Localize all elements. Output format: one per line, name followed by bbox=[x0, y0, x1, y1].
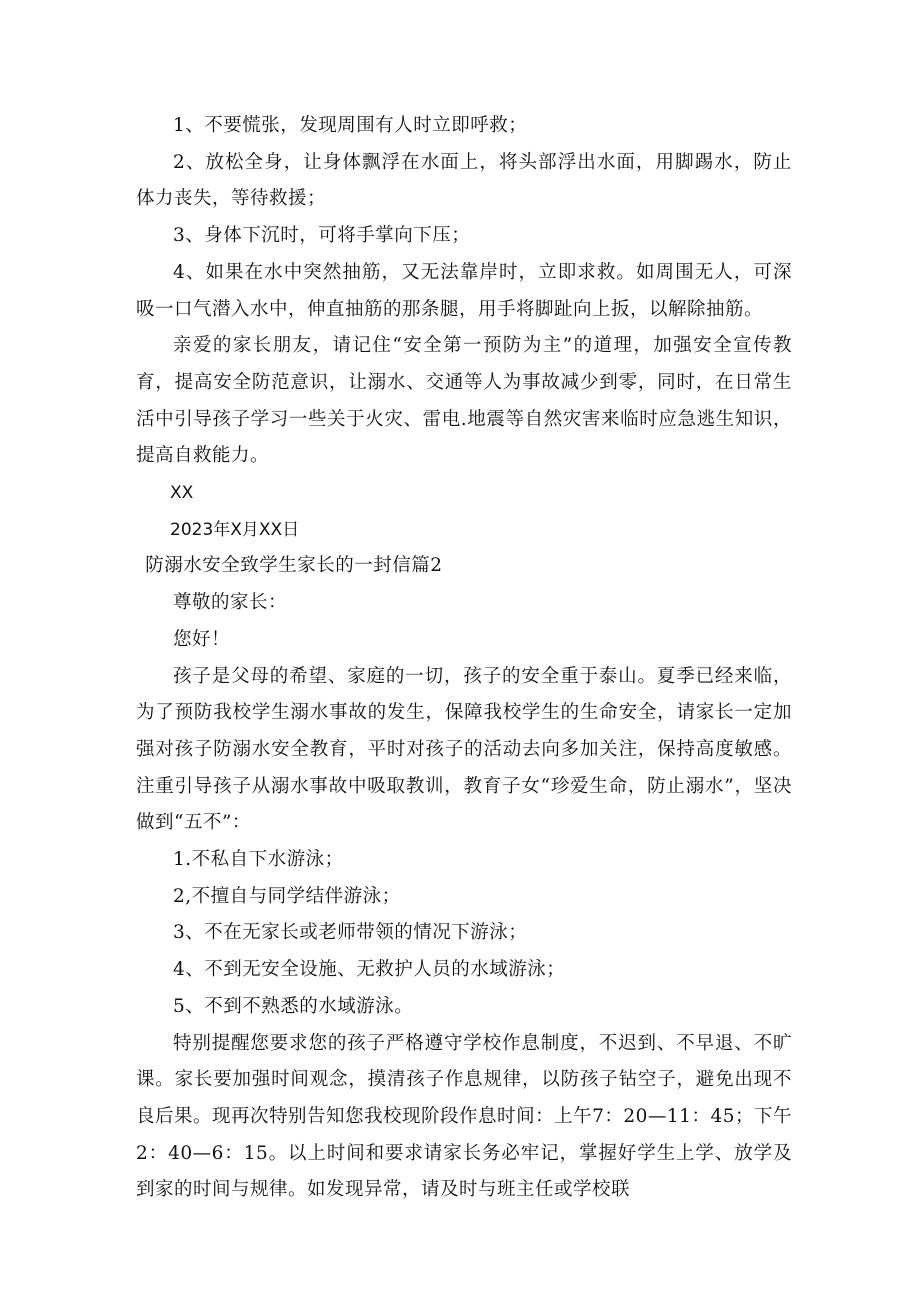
greeting: 您好！ bbox=[173, 628, 231, 650]
letter-date: 2023年X月XX日 bbox=[170, 519, 300, 540]
closing-paragraph: 亲爱的家长朋友，请记住“安全第一预防为主”的道理，加强安全宣传教育，提高安全防范意识，让溺水、交通等人为事故减少到零，同时，在日常生活中引导孩子学习一些关于火灾、雷电.地震等自然灾害来临时应急逃生知识，提高自救能力。 bbox=[136, 335, 792, 467]
document-page bbox=[136, 108, 792, 1209]
step-2: 2、放松全身，让身体飘浮在水面上，将头部浮出水面，用脚踢水，防止体力丧失，等待救援； bbox=[136, 151, 792, 210]
rule-4: 4、不到无安全设施、无救护人员的水域游泳； bbox=[173, 959, 566, 981]
rule-1: 1.不私自下水游泳； bbox=[173, 849, 344, 871]
step-1: 1、不要慌张，发现周围有人时立即呼救； bbox=[173, 115, 528, 136]
step-3: 3、身体下沉时，可将手掌向下压； bbox=[173, 225, 471, 247]
intro-paragraph: 孩子是父母的希望、家庭的一切，孩子的安全重于泰山。夏季已经来临，为了预防我校学生溺水事故的发生，保障我校学生的生命安全，请家长一定加强对孩子防溺水安全教育，平时对孩子的活动去向多加关注，保持高度敏感。注重引导孩子从溺水事故中吸取教训，教育子女“珍爱生命，防止溺水”，坚决做到“五不”： bbox=[136, 665, 792, 834]
step-4: 4、如果在水中突然抽筋，又无法靠岸时，立即求救。如周围无人，可深吸一口气潜入水中，伸直抽筋的那条腿，用手将脚趾向上扳，以解除抽筋。 bbox=[136, 261, 792, 320]
rule-2: 2,不擅自与同学结伴游泳； bbox=[173, 885, 401, 907]
salutation: 尊敬的家长： bbox=[173, 592, 288, 614]
signature: XX bbox=[170, 483, 194, 504]
rule-5: 5、不到不熟悉的水域游泳。 bbox=[173, 995, 414, 1017]
rule-3: 3、不在无家长或老师带领的情况下游泳； bbox=[173, 922, 528, 944]
reminder-paragraph: 特别提醒您要求您的孩子严格遵守学校作息制度，不迟到、不早退、不旷课。家长要加强时间观念，摸清孩子作息规律，以防孩子钻空子，避免出现不良后果。现再次特别告知您我校现阶段作息时间：上午7：20—11：45；下午2：40—6：15。以上时间和要求请家长务必牢记，掌握好学生上学、放学及到家的时间与规律。如发现异常，请及时与班主任或学校联 bbox=[136, 1032, 792, 1201]
section-title: 防溺水安全致学生家长的一封信篇2 bbox=[145, 555, 443, 577]
